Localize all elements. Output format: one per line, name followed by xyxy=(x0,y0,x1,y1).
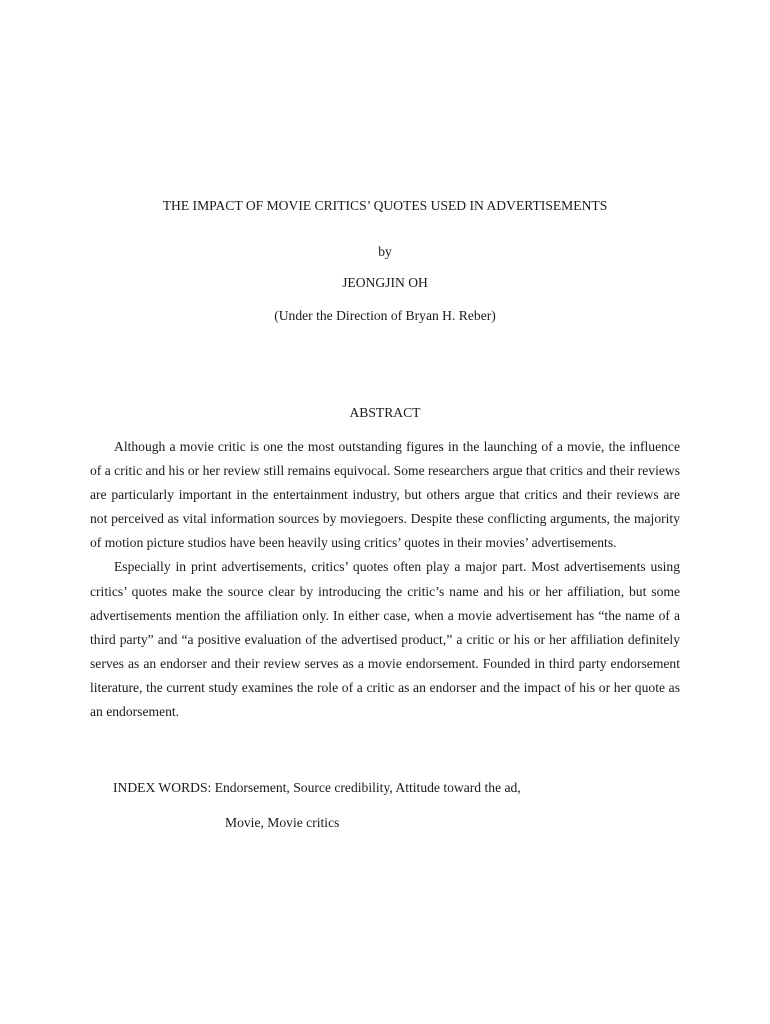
paper-title: THE IMPACT OF MOVIE CRITICS’ QUOTES USED IN ADVERTISEMENTS xyxy=(162,198,608,213)
advisor-direction: (Under the Direction of Bryan H. Reber) xyxy=(274,308,496,323)
author-name: JEONGJIN OH xyxy=(342,275,428,290)
index-words: INDEX WORDS: Endorsement, Source credibility, Attitude toward the ad, xyxy=(113,780,521,795)
abstract-heading: ABSTRACT xyxy=(349,405,421,420)
by-line: by xyxy=(378,244,392,259)
abstract-paragraph-1: Although a movie critic is one the most outstanding figures in the launching of a movie, the influence of a critic and his or her review still remains equivocal. Some researchers argue that critics and their reviews are particularly important in the entertainment industry, but others argue that critics and their reviews are not perceived as vital information sources by moviegoers. Despite these conflicting arguments, the majority of motion picture studios have been heavily using critics’ quotes in their movies’ advertisements. xyxy=(90,439,680,551)
abstract-paragraph-2: Especially in print advertisements, critics’ quotes often play a major part. Most advertisements using critics’ quotes make the source clear by introducing the critic’s name and his or her affiliation, but some advertisements mention the affiliation only. In either case, when a movie advertisement has “the name of a third party” and “a positive evaluation of the advertised product,” a critic or his or her affiliation definitely serves as an endorser and their review serves as a movie endorsement. Founded in third party endorsement literature, the current study examines the role of a critic as an endorser and the impact of his or her quote as an endorsement. xyxy=(90,559,680,720)
index-words-continued: Movie, Movie critics xyxy=(225,815,340,830)
abstract-body xyxy=(90,435,680,724)
